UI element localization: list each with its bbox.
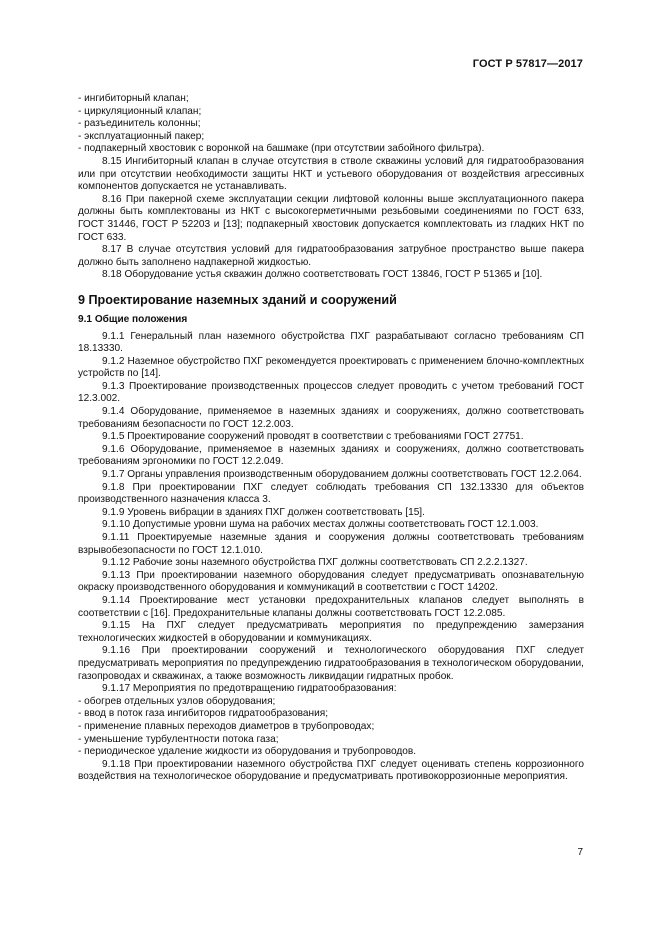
paragraph-9-1-9: 9.1.9 Уровень вибрации в зданиях ПХГ должен соответствовать [15]. — [102, 506, 425, 518]
paragraph-9-1-3: 9.1.3 Проектирование производственных процессов следует проводить с учетом требований ГОСТ 12.3.002. — [78, 380, 584, 405]
list-item: - циркуляционный клапан; — [78, 105, 202, 117]
paragraph-9-1-12: 9.1.12 Рабочие зоны наземного обустройства ПХГ должны соответствовать СП 2.2.2.1327. — [102, 557, 528, 569]
paragraph-9-1-14: 9.1.14 Проектирование мест установки предохранительных клапанов следует выполнять в соответствии с [16]. Предохранительные клапаны должны соответствовать ГОСТ 12.2.085. — [78, 594, 584, 619]
paragraph-9-1-15: 9.1.15 На ПХГ следует предусматривать мероприятия по предупреждению замерзания технологических жидкостей в оборудовании и коммуникациях. — [78, 620, 584, 644]
subsection-title: 9.1 Общие положения — [78, 313, 188, 325]
paragraph-8-18: 8.18 Оборудование устья скважин должно соответствовать ГОСТ 13846, ГОСТ Р 51365 и [10]. — [102, 269, 543, 281]
document-header: ГОСТ Р 57817—2017 — [472, 58, 583, 70]
list-item: - эксплуатационный пакер; — [78, 130, 205, 142]
paragraph-9-1-6: 9.1.6 Оборудование, применяемое в наземных зданиях и сооружениях, должно соответствовать требованиям эргономики по ГОСТ 12.2.049. — [78, 443, 584, 468]
paragraph-8-17: 8.17 В случае отсутствия условий для гидратообразования затрубное пространство выше пакера должно быть заполнено надпакерной жидкостью. — [78, 244, 584, 268]
paragraph-9-1-1: 9.1.1 Генеральный план наземного обустройства ПХГ разрабатывают согласно требованиям СП 18.13330. — [78, 330, 584, 355]
list-item: - ввод в поток газа ингибиторов гидратообразования; — [78, 708, 329, 720]
list-item: - обогрев отдельных узлов оборудования; — [78, 695, 276, 707]
paragraph-8-16: 8.16 При пакерной схеме эксплуатации секции лифтовой колонны выше эксплуатационного пакера должны быть комплектованы из НКТ с высокогерметичными резьбовыми соединениями по ГОСТ 633, ГОСТ 31446, ГОСТ Р 52203 и [13]; подпакерный хвостовик допускается комплектовать из гладких НКТ по ГОСТ 633. — [78, 193, 584, 243]
paragraph-9-1-17: 9.1.17 Мероприятия по предотвращению гидратообразования: — [102, 683, 397, 695]
list-item: - подпакерный хвостовик с воронкой на башмаке (при отсутствии забойного фильтра). — [78, 143, 485, 155]
paragraph-9-1-16: 9.1.16 При проектировании сооружений и технологического оборудования ПХГ следует предусматривать мероприятия по предупреждению гидратообразования в технологическом оборудовании, газопроводах и скважинах, а также возможность ликвидации гидратных пробок. — [78, 645, 584, 682]
paragraph-9-1-18: 9.1.18 При проектировании наземного обустройства ПХГ следует оценивать степень коррозионного воздействия на технологическое оборудование и предусматривать противокоррозионные мероприятия. — [78, 758, 584, 783]
list-item: - применение плавных переходов диаметров в трубопроводах; — [78, 720, 375, 732]
paragraph-9-1-13: 9.1.13 При проектировании наземного оборудования следует предусматривать опознавательную окраску производственного оборудования и коммуникаций в соответствии с ГОСТ 14202. — [78, 569, 584, 594]
paragraph-9-1-2: 9.1.2 Наземное обустройство ПХГ рекомендуется проектировать с применением блочно-комплектных устройств по [14]. — [78, 355, 584, 380]
paragraph-8-15: 8.15 Ингибиторный клапан в случае отсутствия в стволе скважины условий для гидратообразования или при отсутствии необходимости защиты НКТ и устьевого оборудования от воздействия агрессивных компонентов допускается не устанавливать. — [78, 155, 584, 193]
paragraph-9-1-11: 9.1.11 Проектируемые наземные здания и сооружения должны соответствовать требованиям взрывобезопасности по ГОСТ 12.1.010. — [78, 532, 584, 556]
paragraph-9-1-4: 9.1.4 Оборудование, применяемое в наземных зданиях и сооружениях, должно соответствовать требованиям безопасности по ГОСТ 12.2.003. — [78, 406, 584, 430]
list-item: - разъединитель колонны; — [78, 118, 201, 130]
list-item: - ингибиторный клапан; — [78, 93, 189, 104]
page-body — [78, 93, 584, 784]
list-item: - периодическое удаление жидкости из оборудования и трубопроводов. — [78, 746, 417, 758]
paragraph-9-1-7: 9.1.7 Органы управления производственным оборудованием должны соответствовать ГОСТ 12.2.064. — [102, 469, 582, 481]
list-item: - уменьшение турбулентности потока газа; — [78, 733, 279, 745]
paragraph-9-1-8: 9.1.8 При проектировании ПХГ следует соблюдать требования СП 132.13330 для объектов производственного назначения класса 3. — [78, 481, 584, 506]
section-title: 9 Проектирование наземных зданий и сооружений — [78, 292, 397, 307]
hydrate-prevention-list — [78, 696, 584, 759]
equipment-list — [78, 93, 584, 156]
paragraph-9-1-5: 9.1.5 Проектирование сооружений проводят в соответствии с требованиями ГОСТ 27751. — [102, 431, 524, 443]
page-number: 7 — [577, 847, 583, 858]
paragraph-9-1-10: 9.1.10 Допустимые уровни шума на рабочих местах должны соответствовать ГОСТ 12.1.003. — [102, 519, 539, 531]
